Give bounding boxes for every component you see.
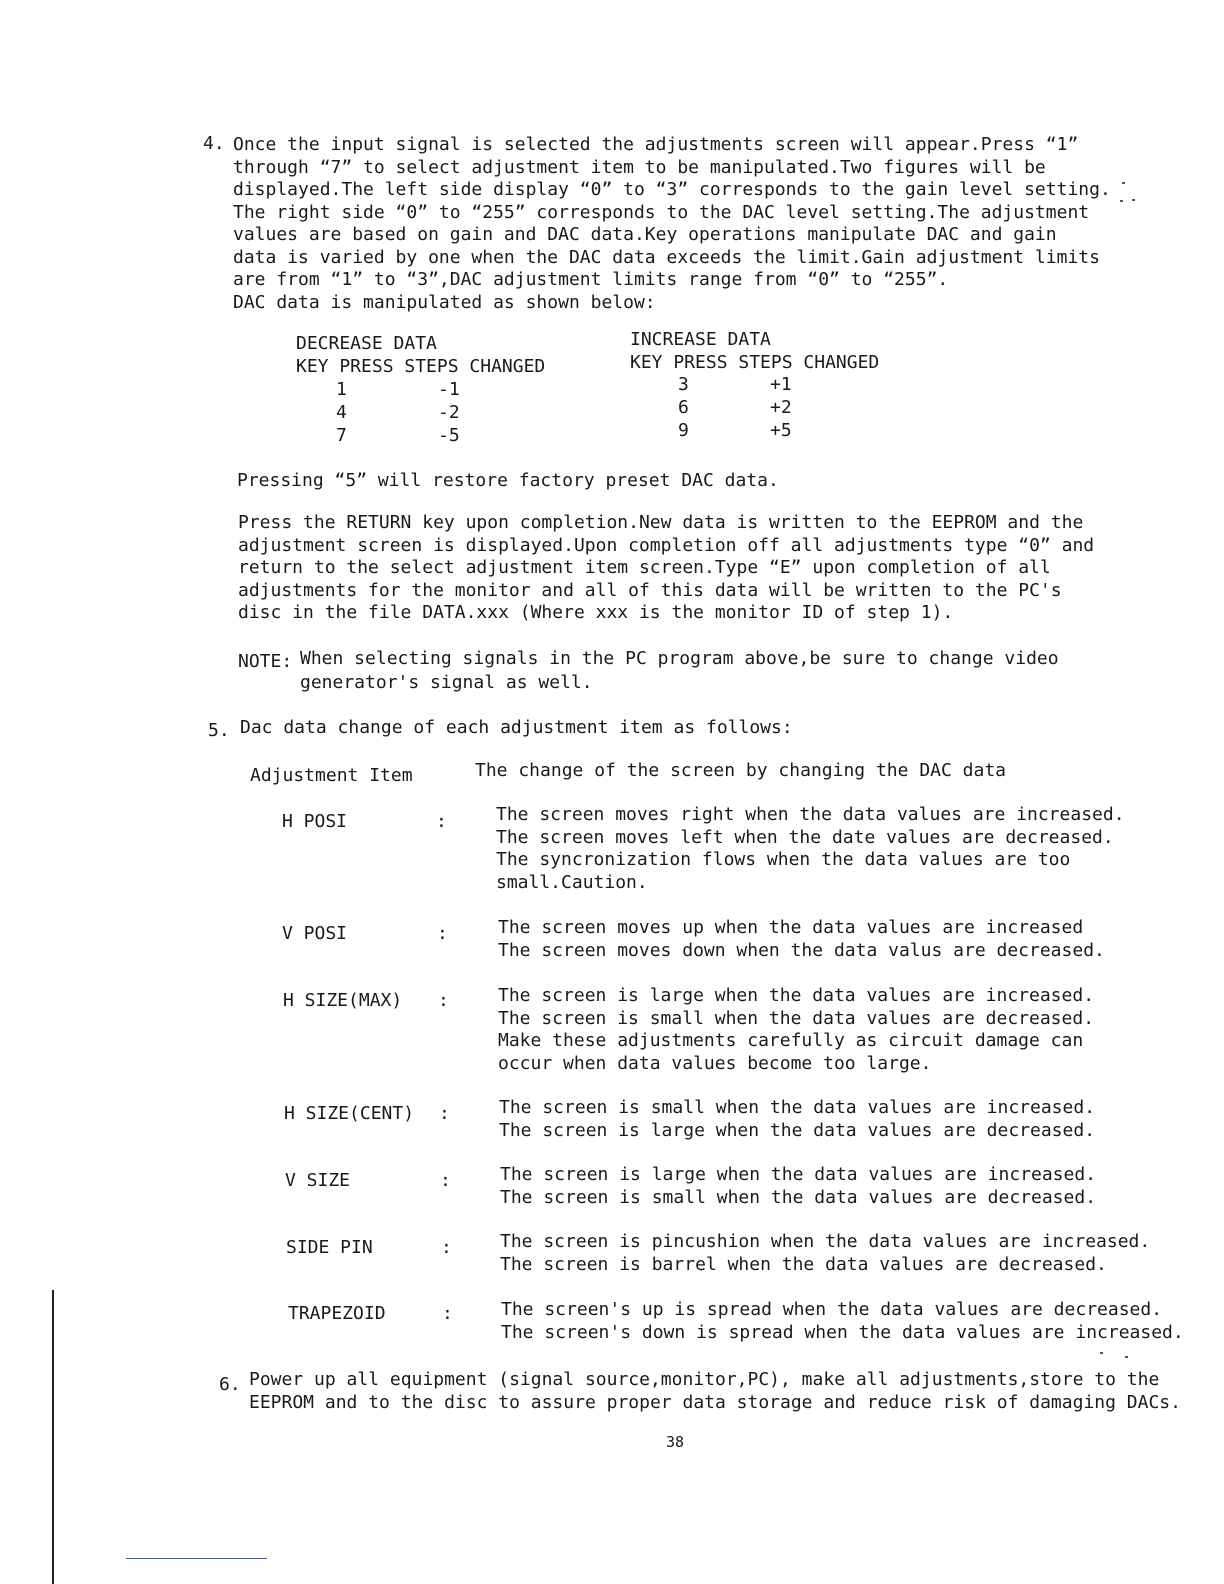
item-desc-line: The syncronization flows when the data values are too: [496, 849, 1071, 870]
left-margin-rule: [52, 1290, 54, 1584]
step-4-line: Once the input signal is selected the adjustments screen will appear.Press “1”: [233, 134, 1079, 155]
item-name-h-posi: H POSI: [282, 811, 348, 832]
item-desc-line: The screen is large when the data values are increased.: [500, 1164, 1097, 1185]
return-line: Press the RETURN key upon completion.New data is written to the EEPROM and the: [238, 512, 1084, 533]
note-label: NOTE:: [238, 651, 293, 672]
item-desc-line: The screen's up is spread when the data values are decreased.: [501, 1299, 1163, 1320]
increase-step: +5: [770, 420, 792, 441]
item-desc-h-posi: [496, 804, 1125, 894]
decrease-key: 7: [336, 425, 347, 446]
return-line: disc in the file DATA.xxx (Where xxx is the monitor ID of step 1).: [238, 602, 954, 623]
item-desc-line: The screen is large when the data values are decreased.: [499, 1119, 1096, 1141]
scan-speck: [1125, 1356, 1128, 1358]
item-colon: :: [436, 811, 447, 832]
increase-key: 6: [678, 397, 689, 418]
decrease-key: 4: [336, 402, 347, 423]
increase-title: INCREASE DATA: [630, 329, 771, 350]
screen-change-header: The change of the screen by changing the DAC data: [475, 760, 1007, 781]
step-6-line-1: Power up all equipment (signal source,monitor,PC), make all adjustments,store to the: [249, 1369, 1160, 1390]
item-desc-line: The screen moves left when the date values are decreased.: [496, 826, 1114, 848]
item-desc-line: The screen moves right when the data values are increased.: [496, 804, 1125, 825]
note-line-1: When selecting signals in the PC program above,be sure to change video: [300, 648, 1059, 669]
item-name-side-pin: SIDE PIN: [286, 1237, 373, 1258]
decrease-title: DECREASE DATA: [296, 333, 437, 354]
step-4-line: values are based on gain and DAC data.Key operations manipulate DAC and gain: [233, 224, 1057, 245]
step-5-text: Dac data change of each adjustment item as follows:: [240, 717, 793, 738]
scan-speck: [1120, 200, 1123, 202]
step-4-line: through “7” to select adjustment item to be manipulated.Two figures will be: [233, 156, 1046, 178]
bottom-scan-line: [126, 1558, 267, 1559]
item-desc-line: The screen is large when the data values are increased.: [498, 985, 1095, 1006]
item-colon: :: [440, 1170, 451, 1191]
decrease-key: 1: [336, 379, 347, 400]
step-4-number: 4.: [203, 133, 225, 154]
item-name-v-posi: V POSI: [282, 923, 348, 944]
item-desc-v-posi: [498, 917, 1105, 962]
decrease-data-block: [296, 333, 545, 378]
item-name-v-size: V SIZE: [285, 1170, 351, 1191]
item-colon: :: [439, 1103, 450, 1124]
item-desc-v-size: [500, 1164, 1096, 1209]
step-6-number: 6.: [219, 1374, 241, 1395]
item-desc-line: The screen moves down when the data valus are decreased.: [498, 939, 1105, 961]
item-colon: :: [441, 1237, 452, 1258]
increase-step: +1: [770, 374, 792, 395]
item-desc-line: The screen is small when the data values are decreased.: [498, 1007, 1095, 1029]
return-line: return to the select adjustment item screen.Type “E” upon completion of all: [238, 557, 1051, 578]
item-desc-line: small.Caution.: [496, 871, 648, 893]
step-4-line: DAC data is manipulated as shown below:: [233, 291, 656, 313]
scan-speck: [1100, 1352, 1103, 1354]
note-line-2: generator's signal as well.: [300, 672, 593, 693]
return-paragraph: [238, 512, 1094, 625]
item-name-h-size-max: H SIZE(MAX): [283, 990, 403, 1011]
decrease-step: -2: [438, 402, 460, 423]
item-name-h-size-cent: H SIZE(CENT): [284, 1103, 415, 1124]
item-name-trapezoid: TRAPEZOID: [288, 1303, 386, 1324]
item-desc-line: The screen is pincushion when the data values are increased.: [500, 1231, 1151, 1252]
item-desc-trapezoid: [501, 1299, 1184, 1344]
return-line: adjustments for the monitor and all of this data will be written to the PC's: [238, 579, 1062, 601]
item-desc-line: The screen is small when the data values are decreased.: [500, 1186, 1097, 1208]
increase-header: KEY PRESS STEPS CHANGED: [630, 351, 880, 373]
increase-key: 3: [678, 374, 689, 395]
item-desc-h-size-cent: [499, 1097, 1095, 1142]
step-4-line: data is varied by one when the DAC data exceeds the limit.Gain adjustment limits: [233, 246, 1100, 268]
item-colon: :: [437, 923, 448, 944]
step-4-line: The right side “0” to “255” corresponds to the DAC level setting.The adjustment: [233, 201, 1090, 223]
step-4-line: are from “1” to “3”,DAC adjustment limits range from “0” to “255”.: [233, 269, 949, 290]
item-desc-line: The screen is barrel when the data values are decreased.: [500, 1253, 1107, 1275]
adjustment-item-header: Adjustment Item: [250, 765, 413, 786]
item-desc-line: The screen moves up when the data values are increased: [498, 917, 1084, 938]
scan-speck: [1132, 199, 1135, 201]
decrease-header: KEY PRESS STEPS CHANGED: [296, 355, 546, 377]
step-4-paragraph: [233, 125, 1111, 314]
increase-step: +2: [770, 397, 792, 418]
item-colon: :: [442, 1303, 453, 1324]
item-colon: :: [438, 990, 449, 1011]
increase-key: 9: [678, 420, 689, 441]
decrease-step: -1: [438, 379, 460, 400]
restore-text: Pressing “5” will restore factory preset DAC data.: [237, 470, 779, 491]
return-line: adjustment screen is displayed.Upon completion off all adjustments type “0” and: [238, 534, 1095, 556]
item-desc-h-size-max: [498, 985, 1094, 1075]
scan-speck: [1122, 182, 1125, 184]
page-number: 38: [666, 1433, 685, 1451]
item-desc-line: Make these adjustments carefully as circuit damage can: [498, 1030, 1084, 1051]
item-desc-line: occur when data values become too large.: [498, 1052, 932, 1074]
increase-data-block: [630, 329, 879, 374]
step-6-line-2: EEPROM and to the disc to assure proper data storage and reduce risk of damaging DACs.: [249, 1392, 1181, 1413]
decrease-step: -5: [438, 425, 460, 446]
item-desc-line: The screen's down is spread when the data values are increased.: [501, 1321, 1184, 1343]
step-4-line: displayed.The left side display “0” to “3” corresponds to the gain level setting.: [233, 179, 1111, 200]
item-desc-side-pin: [500, 1231, 1150, 1276]
item-desc-line: The screen is small when the data values are increased.: [499, 1097, 1096, 1118]
step-5-number: 5.: [208, 720, 230, 741]
